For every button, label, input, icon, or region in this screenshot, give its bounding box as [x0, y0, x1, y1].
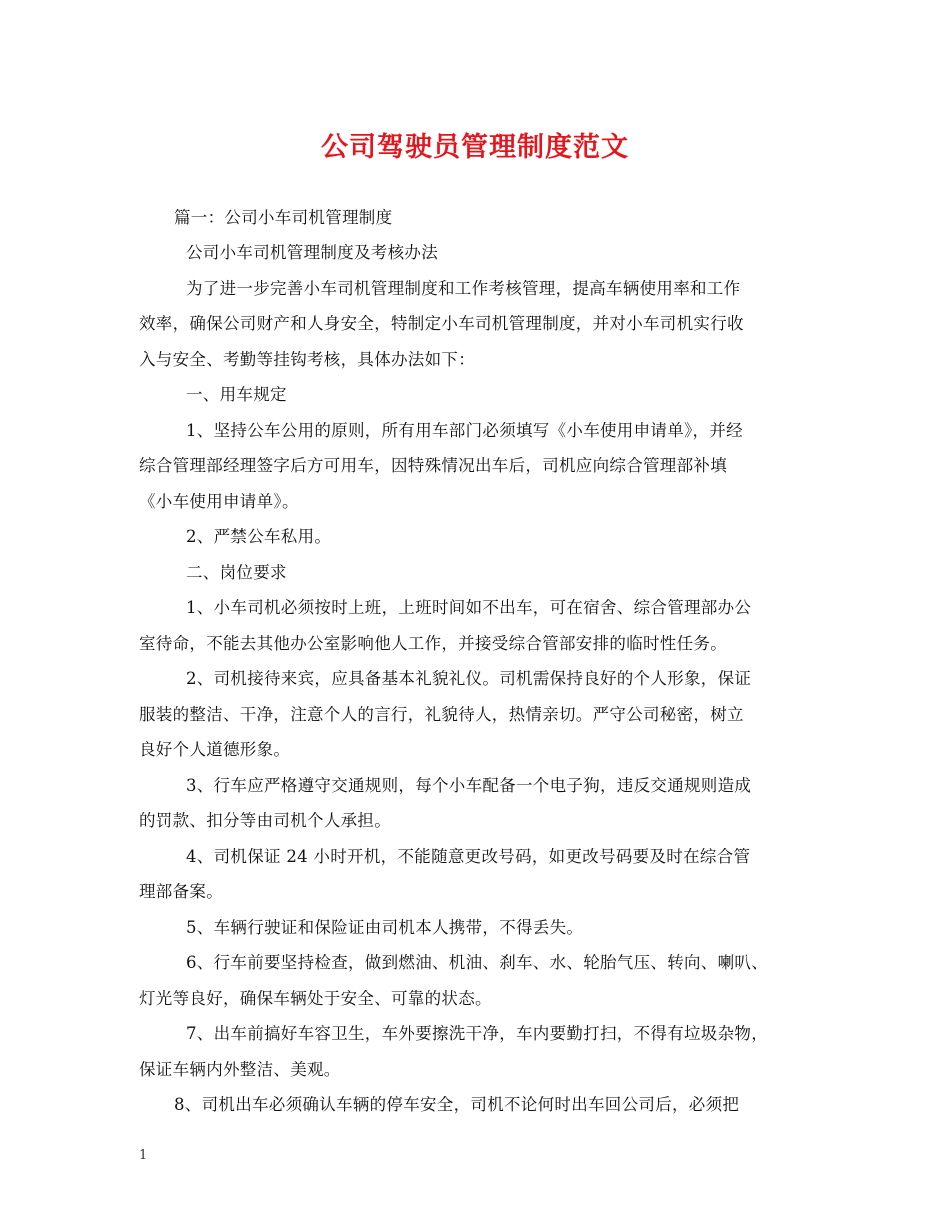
text-line: 公司小车司机管理制度及考核办法: [186, 243, 438, 262]
text-line: 理部备案。: [139, 882, 223, 901]
text-line: 良好个人道德形象。: [139, 740, 291, 759]
text-line: 综合管理部经理签字后方可用车，因特殊情况出车后，司机应向综合管理部补填: [139, 456, 727, 475]
text-line: 6、行车前要坚持检查，做到燃油、机油、刹车、水、轮胎气压、转向、喇叭、: [186, 953, 768, 972]
text-line: 入与安全、考勤等挂钩考核，具体办法如下：: [139, 350, 475, 369]
text-line: 1、小车司机必须按时上班，上班时间如不出车，可在宿舍、综合管理部办公: [186, 598, 752, 617]
text-line: 1、坚持公车公用的原则，所有用车部门必须填写《小车使用申请单》，并经: [186, 421, 743, 440]
text-line: 篇一：公司小车司机管理制度: [174, 208, 393, 227]
document-title: 公司驾驶员管理制度范文: [321, 132, 629, 163]
text-line: 保证车辆内外整洁、美观。: [139, 1060, 341, 1079]
text-line: 灯光等良好，确保车辆处于安全、可靠的状态。: [139, 989, 492, 1008]
text-line: 2、严禁公车私用。: [186, 527, 332, 546]
text-line: 室待命，不能去其他办公室影响他人工作，并接受综合管部安排的临时性任务。: [139, 634, 727, 653]
text-line: 的罚款、扣分等由司机个人承担。: [139, 811, 391, 830]
text-line: 服装的整洁、干净，注意个人的言行，礼貌待人，热情亲切。严守公司秘密，树立: [139, 705, 744, 724]
text-line: 5、车辆行驶证和保险证由司机本人携带，不得丢失。: [186, 918, 584, 937]
text-line: 7、出车前搞好车容卫生，车外要擦洗干净，车内要勤打扫，不得有垃圾杂物，: [186, 1024, 768, 1043]
text-line: 为了进一步完善小车司机管理制度和工作考核管理，提高车辆使用率和工作: [186, 279, 741, 298]
text-line: 二、岗位要求: [186, 563, 287, 582]
text-line: 效率，确保公司财产和人身安全，特制定小车司机管理制度，并对小车司机实行收: [139, 314, 744, 333]
text-line: 一、用车规定: [186, 385, 287, 404]
text-line: 《小车使用申请单》。: [139, 492, 299, 511]
text-line: 8、司机出车必须确认车辆的停车安全，司机不论何时出车回公司后，必须把: [174, 1095, 740, 1114]
text-line: 4、司机保证 24 小时开机，不能随意更改号码，如更改号码要及时在综合管: [186, 847, 751, 866]
page-number: 1: [139, 1148, 148, 1163]
text-line: 3、行车应严格遵守交通规则，每个小车配备一个电子狗，违反交通规则造成: [186, 776, 752, 795]
text-line: 2、司机接待来宾，应具备基本礼貌礼仪。司机需保持良好的个人形象，保证: [186, 669, 752, 688]
